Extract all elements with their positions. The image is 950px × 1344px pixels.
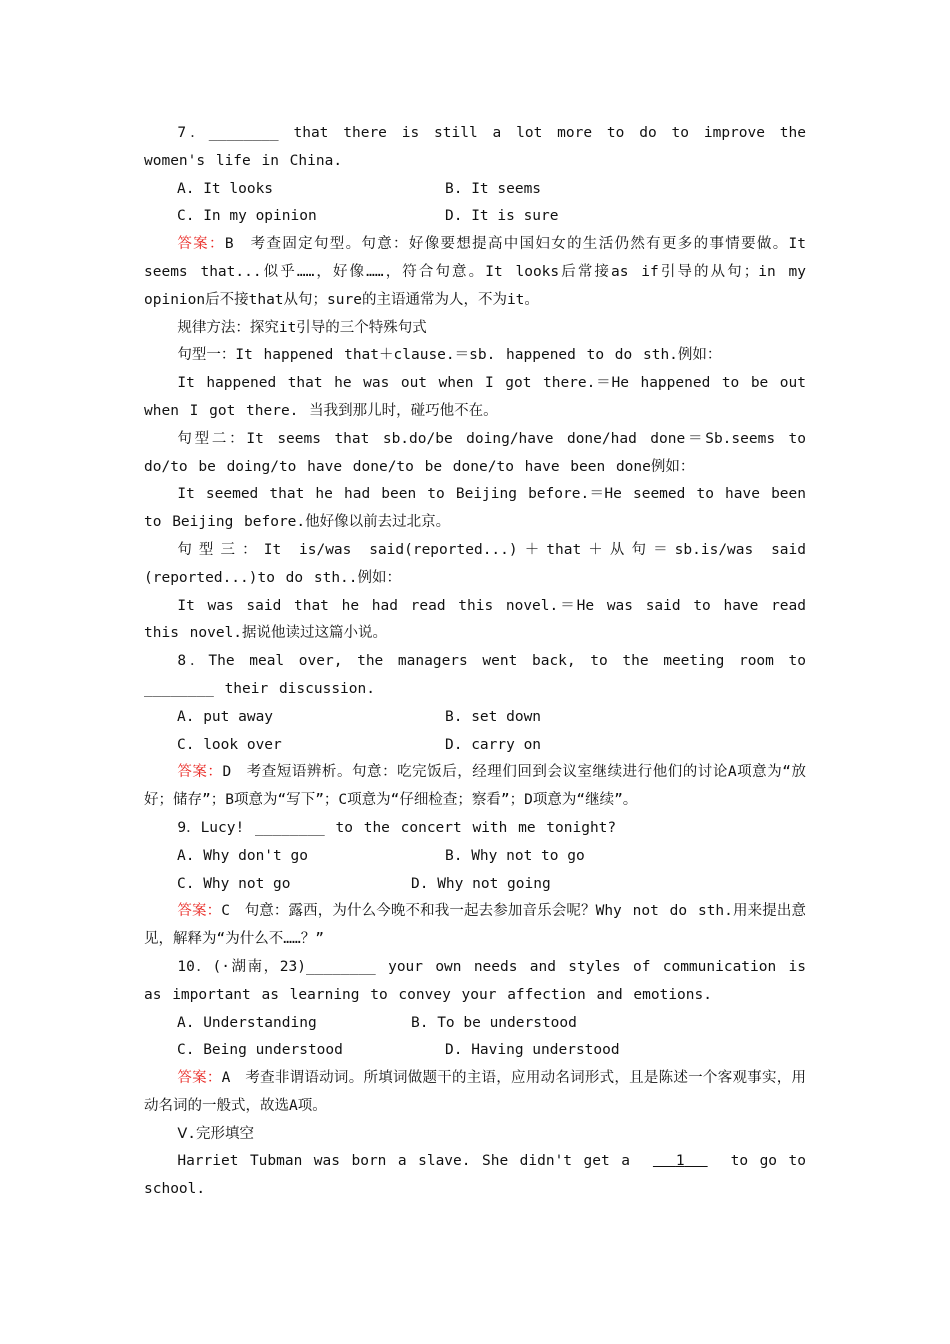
question-10-options-row-1: [144, 1010, 806, 1038]
q9-option-b: B. Why not to go: [445, 847, 585, 864]
q8-option-b: B. set down: [445, 708, 542, 725]
question-10-options-row-2: [144, 1037, 806, 1065]
answer-explanation: C 句意：露西，为什么今晚不和我一起去参加音乐会呢？Why not do sth.用来提出意见，解释为“为什么不……？”: [144, 903, 806, 948]
cloze-passage: [144, 1148, 806, 1204]
q10-option-a: A. Understanding: [177, 1014, 317, 1031]
q8-option-a: A. put away: [177, 708, 274, 725]
pattern-3-example: It was said that he had read this novel.＝He was said to have read this novel.据说他读过这篇小说。: [144, 597, 806, 642]
cloze-blank-1: [653, 1153, 708, 1169]
section-title: Ⅴ.完形填空: [177, 1125, 254, 1142]
question-7-stem: 7．________ that there is still a lot more to do to improve the women's life in China.: [144, 125, 806, 169]
document-body: [144, 120, 806, 1204]
question-8-answer: [144, 759, 806, 815]
answer-label: 答案：: [177, 1070, 222, 1087]
question-10-answer: [144, 1065, 806, 1121]
q7-option-d: D. It is sure: [445, 208, 559, 225]
q7-option-a: A. It looks: [177, 180, 274, 197]
q9-option-a: A. Why don't go: [177, 847, 308, 864]
pattern-3: 句型三：It is/was said(reported...)＋that＋从句＝sb.is/was said (reported...)to do sth..例如：: [144, 541, 806, 586]
pattern-2: 句型二：It seems that sb.do/be doing/have done/had done＝Sb.seems to do/to be doing/to have done/to be done/to have been done例如：: [144, 430, 806, 475]
question-9-options-row-2: [144, 871, 806, 899]
answer-explanation: A 考查非谓语动词。所填词做题干的主语，应用动名词形式，且是陈述一个客观事实，用动名词的一般式，故选A项。: [144, 1070, 806, 1114]
answer-label: 答案：: [177, 764, 223, 781]
question-8-options-row-1: [144, 704, 806, 732]
question-9-stem: 9．Lucy! ________ to the concert with me tonight?: [177, 819, 617, 836]
answer-label: 答案：: [177, 236, 225, 253]
q7-option-c: C. In my opinion: [177, 208, 317, 225]
pattern-1-example: It happened that he was out when I got there.＝He happened to be out when I got there. 当我到那儿时，碰巧他不在。: [144, 375, 806, 419]
question-9-options-row-1: [144, 843, 806, 871]
answer-label: 答案：: [177, 903, 222, 920]
answer-explanation: B 考查固定句型。句意：好像要想提高中国妇女的生活仍然有更多的事情要做。It seems that...似乎……，好像……，符合句意。It looks后常接as if引导的从句；in my opinion后不接that从句；sure的主语通常为人，不为it。: [144, 236, 807, 308]
cloze-text-start: Harriet Tubman was born a slave. She didn't get a: [177, 1153, 630, 1170]
q9-option-d: D. Why not going: [411, 875, 551, 892]
method-title: 规律方法：探究it引导的三个特殊句式: [177, 319, 427, 336]
q10-option-d: D. Having understood: [445, 1042, 620, 1059]
question-9-answer: [144, 898, 806, 954]
pattern-1: 句型一：It happened that＋clause.＝sb. happened to do sth.例如：: [177, 347, 722, 364]
question-7-options-row-2: [144, 203, 806, 231]
q8-option-d: D. carry on: [445, 736, 542, 753]
q9-option-c: C. Why not go: [177, 875, 291, 892]
q10-option-c: C. Being understood: [177, 1042, 343, 1059]
answer-explanation: D 考查短语辨析。句意：吃完饭后，经理们回到会议室继续进行他们的讨论A项意为“放好；储存”；B项意为“写下”；C项意为“仔细检查；察看”；D项意为“继续”。: [144, 764, 807, 809]
question-7-options-row-1: [144, 176, 806, 204]
cloze-text-end: to go to school.: [144, 1153, 806, 1198]
pattern-2-example: It seemed that he had been to Beijing before.＝He seemed to have been to Beijing before.他好像以前去过北京。: [144, 486, 806, 531]
question-8-options-row-2: [144, 732, 806, 760]
q7-option-b: B. It seems: [445, 180, 542, 197]
q10-option-b: B. To be understood: [411, 1014, 577, 1031]
question-10-stem: 10．(·湖南，23)________ your own needs and styles of communication is as important as learning to convey your affection and emotions.: [144, 958, 806, 1003]
q8-option-c: C. look over: [177, 736, 282, 753]
cloze-blank-number: 1: [675, 1153, 685, 1170]
question-8-stem: 8．The meal over, the managers went back, to the meeting room to ________ their discussion.: [144, 653, 806, 697]
question-7-answer: [144, 231, 806, 314]
